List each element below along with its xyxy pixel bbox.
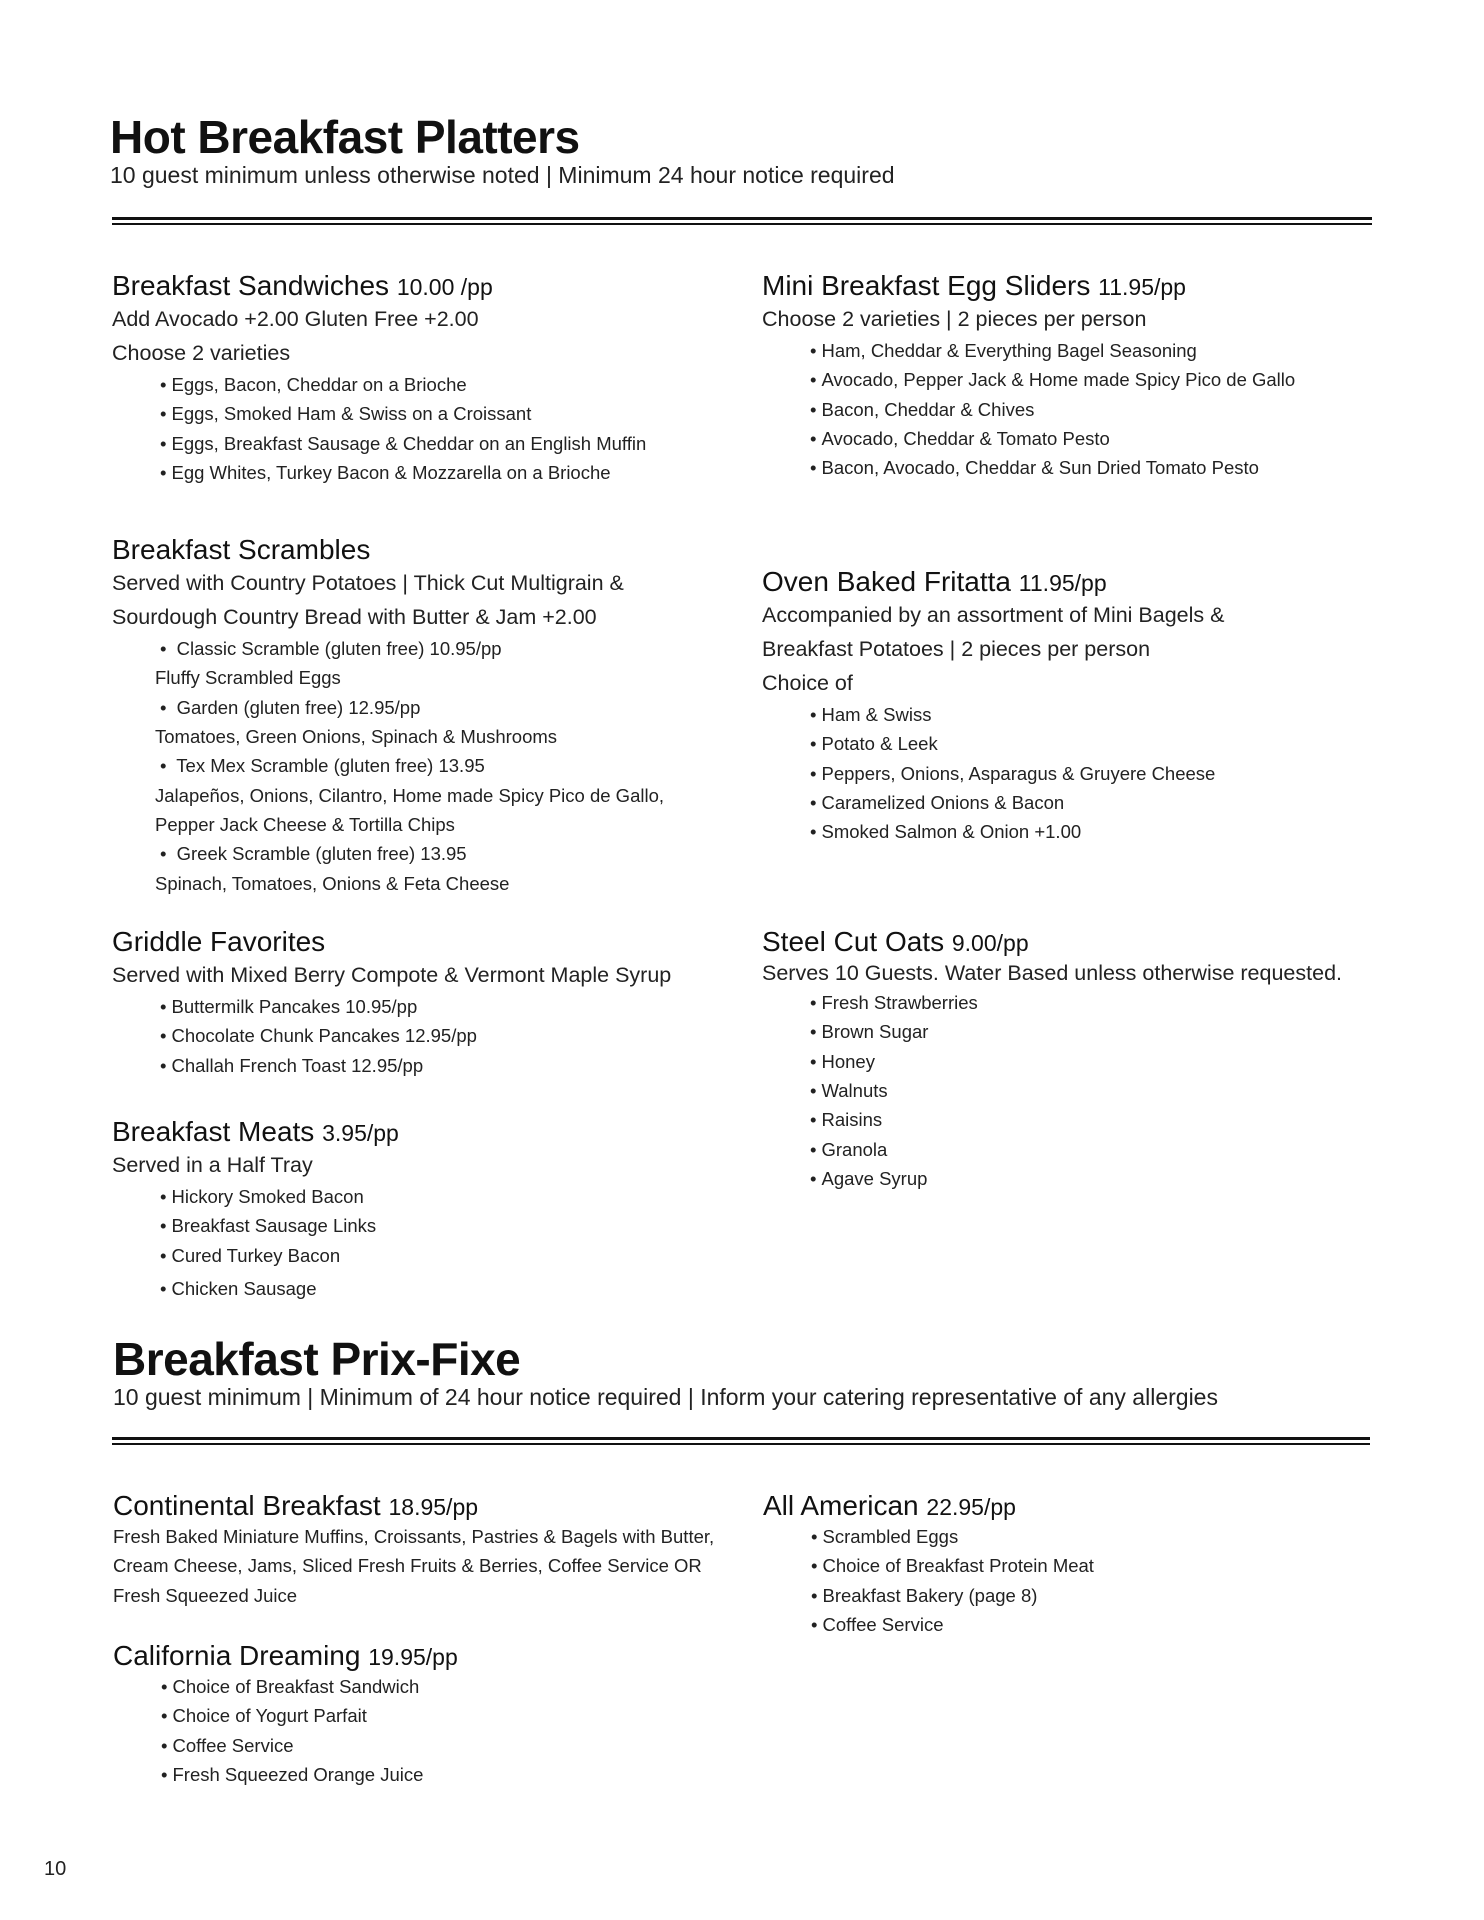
- menu-section-breakfast-scrambles: [112, 534, 712, 898]
- list-item: • Coffee Service: [811, 1610, 1383, 1639]
- item-label: Greek Scramble (gluten free) 13.95: [176, 843, 467, 865]
- list-item: • Hickory Smoked Bacon: [160, 1182, 712, 1211]
- list-item: • Granola: [810, 1135, 1382, 1164]
- item-label: Garden (gluten free) 12.95/pp: [176, 696, 421, 718]
- section-price: 11.95/pp: [1018, 570, 1107, 596]
- menu-section-all-american: [763, 1490, 1383, 1639]
- list-item: • Raisins: [810, 1105, 1382, 1134]
- list-item: • Fresh Squeezed Orange Juice: [161, 1760, 733, 1789]
- section-name: California Dreaming: [113, 1640, 361, 1671]
- section-name: Mini Breakfast Egg Sliders: [762, 270, 1091, 301]
- menu-section-california-dreaming: [113, 1640, 733, 1789]
- list-item: • Challah French Toast 12.95/pp: [160, 1051, 712, 1080]
- list-item: • Choice of Yogurt Parfait: [161, 1701, 733, 1730]
- menu-section-egg-sliders: [762, 270, 1382, 483]
- list-item: [155, 693, 712, 752]
- section-name: Breakfast Meats: [112, 1116, 315, 1147]
- item-list: [113, 1672, 733, 1789]
- menu-section-griddle-favorites: [112, 926, 712, 1080]
- menu-section-breakfast-meats: [112, 1116, 712, 1303]
- list-item: • Smoked Salmon & Onion +1.00: [810, 817, 1382, 846]
- menu-section-breakfast-sandwiches: [112, 270, 712, 487]
- list-item: • Ham, Cheddar & Everything Bagel Seasoning: [810, 336, 1382, 365]
- list-item: • Breakfast Bakery (page 8): [811, 1581, 1383, 1610]
- item-list: [762, 336, 1382, 482]
- page-subtitle: 10 guest minimum unless otherwise noted | Minimum 24 hour notice required: [110, 162, 895, 188]
- section-note: Serves 10 Guests. Water Based unless otherwise requested.: [762, 961, 1342, 986]
- list-item: • Brown Sugar: [810, 1017, 1382, 1046]
- list-item: • Chicken Sausage: [160, 1274, 712, 1303]
- section-note: Breakfast Potatoes | 2 pieces per person: [762, 637, 1151, 662]
- section-price: 10.00 /pp: [396, 274, 493, 300]
- list-item: [155, 751, 712, 839]
- section-note: Add Avocado +2.00 Gluten Free +2.00: [112, 307, 479, 332]
- section-price: 18.95/pp: [388, 1494, 479, 1520]
- section-name: Steel Cut Oats: [762, 926, 945, 957]
- section-price: 22.95/pp: [926, 1494, 1016, 1520]
- section-note: Choose 2 varieties: [112, 341, 291, 366]
- page-number: 10: [44, 1858, 67, 1880]
- section-price: 19.95/pp: [368, 1644, 458, 1670]
- item-label: Classic Scramble (gluten free) 10.95/pp: [176, 638, 502, 660]
- list-item: • Eggs, Breakfast Sausage & Cheddar on an English Muffin: [160, 429, 712, 458]
- list-item: • Honey: [810, 1047, 1382, 1076]
- item-list: [762, 988, 1382, 1193]
- list-item: • Cured Turkey Bacon: [160, 1241, 712, 1270]
- item-list: [112, 1182, 712, 1303]
- list-item: • Bacon, Cheddar & Chives: [810, 395, 1382, 424]
- section-title: Breakfast Prix-Fixe: [113, 1333, 521, 1385]
- list-item: • Egg Whites, Turkey Bacon & Mozzarella on a Brioche: [160, 458, 712, 487]
- section-name: Continental Breakfast: [113, 1490, 381, 1521]
- section-note: Accompanied by an assortment of Mini Bagels &: [762, 603, 1225, 628]
- item-detail: Spinach, Tomatoes, Onions & Feta Cheese: [155, 872, 510, 894]
- list-item: • Caramelized Onions & Bacon: [810, 788, 1382, 817]
- section-name: Oven Baked Fritatta: [762, 566, 1012, 597]
- list-item: • Ham & Swiss: [810, 700, 1382, 729]
- section-divider: [112, 217, 1372, 225]
- section-name: Breakfast Sandwiches: [112, 270, 390, 301]
- section-note: Served in a Half Tray: [112, 1153, 313, 1178]
- section-note: Sourdough Country Bread with Butter & Jam +2.00: [112, 605, 597, 630]
- list-item: • Buttermilk Pancakes 10.95/pp: [160, 992, 712, 1021]
- section-note: Fresh Squeezed Juice: [113, 1584, 298, 1606]
- item-detail: Fluffy Scrambled Eggs: [155, 667, 341, 689]
- section-price: 9.00/pp: [951, 930, 1029, 956]
- list-item: • Agave Syrup: [810, 1164, 1382, 1193]
- item-detail: Jalapeños, Onions, Cilantro, Home made Spicy Pico de Gallo,: [155, 784, 665, 806]
- list-item: • Walnuts: [810, 1076, 1382, 1105]
- menu-section-steel-cut-oats: [762, 926, 1382, 1193]
- section-note: Choice of: [762, 671, 853, 696]
- item-list: [112, 992, 712, 1080]
- list-item: • Avocado, Pepper Jack & Home made Spicy Pico de Gallo: [810, 365, 1382, 394]
- section-name: Griddle Favorites: [112, 926, 326, 957]
- list-item: • Choice of Breakfast Protein Meat: [811, 1551, 1383, 1580]
- item-list: [762, 700, 1382, 846]
- section-subtitle: 10 guest minimum | Minimum of 24 hour notice required | Inform your catering representative of any allergies: [113, 1384, 1218, 1410]
- menu-section-continental-breakfast: [113, 1490, 733, 1610]
- section-price: 11.95/pp: [1098, 274, 1186, 300]
- list-item: • Coffee Service: [161, 1731, 733, 1760]
- list-item: • Peppers, Onions, Asparagus & Gruyere Cheese: [810, 759, 1382, 788]
- section-note: Choose 2 varieties | 2 pieces per person: [762, 307, 1147, 332]
- section-note: Served with Country Potatoes | Thick Cut Multigrain &: [112, 571, 624, 596]
- list-item: • Chocolate Chunk Pancakes 12.95/pp: [160, 1021, 712, 1050]
- section-note: Fresh Baked Miniature Muffins, Croissants, Pastries & Bagels with Butter,: [113, 1526, 715, 1548]
- list-item: • Potato & Leek: [810, 729, 1382, 758]
- item-detail: Pepper Jack Cheese & Tortilla Chips: [155, 813, 455, 835]
- section-price: 3.95/pp: [322, 1120, 399, 1146]
- list-item: [155, 634, 712, 693]
- list-item: [155, 839, 712, 898]
- section-note: Served with Mixed Berry Compote & Vermont Maple Syrup: [112, 963, 672, 988]
- section-note: Cream Cheese, Jams, Sliced Fresh Fruits & Berries, Coffee Service OR: [113, 1555, 702, 1577]
- item-list: [112, 634, 712, 898]
- list-item: • Eggs, Smoked Ham & Swiss on a Croissant: [160, 399, 712, 428]
- list-item: • Scrambled Eggs: [811, 1522, 1383, 1551]
- list-item: • Breakfast Sausage Links: [160, 1211, 712, 1240]
- item-label: Tex Mex Scramble (gluten free) 13.95: [176, 755, 485, 777]
- list-item: • Choice of Breakfast Sandwich: [161, 1672, 733, 1701]
- page-title: Hot Breakfast Platters: [110, 111, 580, 163]
- section-name: All American: [763, 1490, 919, 1521]
- section-divider: [112, 1437, 1370, 1445]
- item-list: [112, 370, 712, 487]
- item-detail: Tomatoes, Green Onions, Spinach & Mushrooms: [155, 726, 558, 748]
- list-item: • Eggs, Bacon, Cheddar on a Brioche: [160, 370, 712, 399]
- item-list: [763, 1522, 1383, 1639]
- menu-section-oven-baked-fritatta: [762, 566, 1382, 847]
- section-name: Breakfast Scrambles: [112, 534, 371, 565]
- list-item: • Bacon, Avocado, Cheddar & Sun Dried Tomato Pesto: [810, 453, 1382, 482]
- list-item: • Avocado, Cheddar & Tomato Pesto: [810, 424, 1382, 453]
- list-item: • Fresh Strawberries: [810, 988, 1382, 1017]
